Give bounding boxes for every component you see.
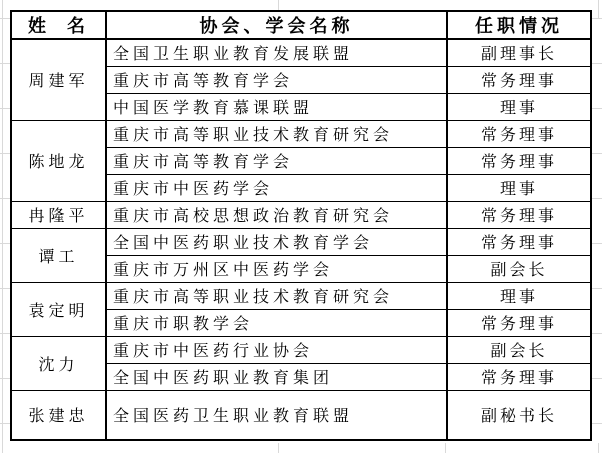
- header-organization[interactable]: 协会、学会名称: [106, 11, 447, 39]
- organization-cell[interactable]: 重庆市高等教育学会: [106, 147, 447, 174]
- gridline: [591, 108, 602, 109]
- organization-cell[interactable]: 全国医药卫生职业教育联盟: [106, 390, 447, 440]
- organization-cell[interactable]: 重庆市高等职业技术教育研究会: [106, 120, 447, 147]
- position-cell[interactable]: 常务理事: [447, 228, 591, 255]
- gridline: [591, 378, 602, 379]
- organization-cell[interactable]: 重庆市职教学会: [106, 309, 447, 336]
- table-body: [11, 39, 591, 440]
- table-row: [11, 336, 591, 363]
- name-cell[interactable]: 沈力: [11, 336, 106, 390]
- organization-cell[interactable]: 重庆市万州区中医药学会: [106, 255, 447, 282]
- membership-table: [10, 10, 592, 441]
- name-cell[interactable]: 谭工: [11, 228, 106, 282]
- table-row: [11, 120, 591, 147]
- name-cell[interactable]: 周建军: [11, 39, 106, 120]
- name-cell[interactable]: 张建忠: [11, 390, 106, 440]
- table-row: [11, 39, 591, 66]
- table-row: [11, 201, 591, 228]
- position-cell[interactable]: 理事: [447, 174, 591, 201]
- header-name[interactable]: 姓 名: [11, 11, 106, 39]
- table-row: [11, 228, 591, 255]
- gridline: [591, 333, 602, 334]
- position-cell[interactable]: 常务理事: [447, 120, 591, 147]
- organization-cell[interactable]: 重庆市高等教育学会: [106, 66, 447, 93]
- position-cell[interactable]: 副会长: [447, 255, 591, 282]
- header-position[interactable]: 任职情况: [447, 11, 591, 39]
- gridline: [445, 443, 446, 453]
- organization-cell[interactable]: 重庆市中医药行业协会: [106, 336, 447, 363]
- gridline: [591, 153, 602, 154]
- organization-cell[interactable]: 全国中医药职业教育集团: [106, 363, 447, 390]
- position-cell[interactable]: 副会长: [447, 336, 591, 363]
- name-cell[interactable]: 陈地龙: [11, 120, 106, 201]
- position-cell[interactable]: 常务理事: [447, 147, 591, 174]
- gridline: [278, 443, 279, 453]
- gridline: [598, 0, 599, 18]
- gridline: [591, 288, 602, 289]
- organization-cell[interactable]: 全国卫生职业教育发展联盟: [106, 39, 447, 66]
- table-header: [11, 11, 591, 39]
- gridline: [591, 18, 602, 19]
- position-cell[interactable]: 常务理事: [447, 201, 591, 228]
- position-cell[interactable]: 常务理事: [447, 309, 591, 336]
- table-row: [11, 282, 591, 309]
- name-cell[interactable]: 冉隆平: [11, 201, 106, 228]
- position-cell[interactable]: 副秘书长: [447, 390, 591, 440]
- position-cell[interactable]: 理事: [447, 282, 591, 309]
- gridline: [591, 243, 602, 244]
- gridline: [598, 443, 599, 453]
- gridline: [591, 198, 602, 199]
- organization-cell[interactable]: 重庆市高校思想政治教育研究会: [106, 201, 447, 228]
- name-cell[interactable]: 袁定明: [11, 282, 106, 336]
- organization-cell[interactable]: 中国医学教育慕课联盟: [106, 93, 447, 120]
- header-row: [11, 11, 591, 39]
- organization-cell[interactable]: 重庆市中医药学会: [106, 174, 447, 201]
- gridline: [278, 0, 279, 10]
- gridline: [591, 423, 602, 424]
- position-cell[interactable]: 常务理事: [447, 363, 591, 390]
- position-cell[interactable]: 常务理事: [447, 66, 591, 93]
- gridline: [2, 0, 3, 453]
- table-row: [11, 390, 591, 440]
- organization-cell[interactable]: 全国中医药职业技术教育学会: [106, 228, 447, 255]
- position-cell[interactable]: 副理事长: [447, 39, 591, 66]
- gridline: [591, 63, 602, 64]
- organization-cell[interactable]: 重庆市高等职业技术教育研究会: [106, 282, 447, 309]
- position-cell[interactable]: 理事: [447, 93, 591, 120]
